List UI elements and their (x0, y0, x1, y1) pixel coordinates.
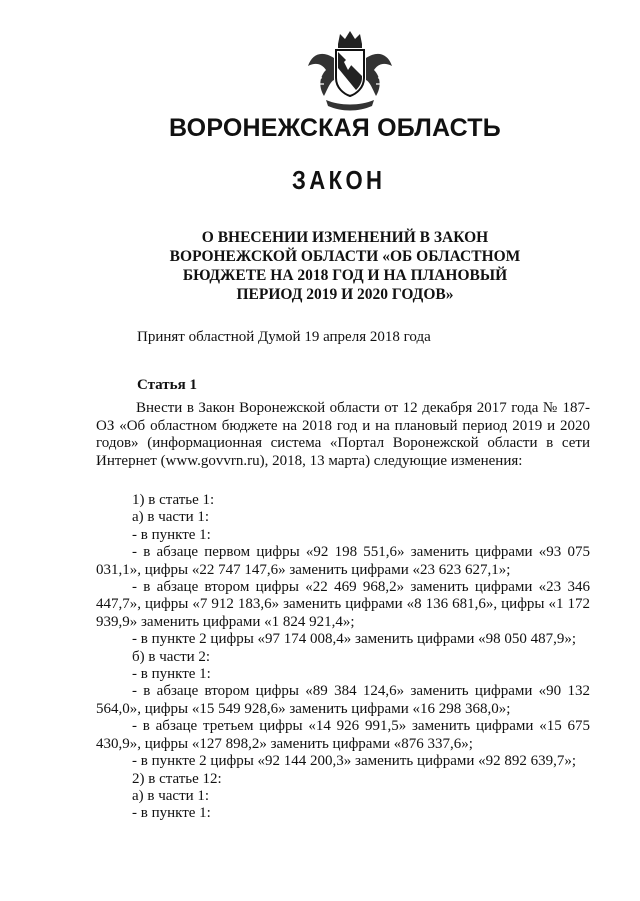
amendment-item: б) в части 2: (132, 648, 211, 665)
region-heading: ВОРОНЕЖСКАЯ ОБЛАСТЬ (169, 114, 501, 142)
adoption-date: Принят областной Думой 19 апреля 2018 года (137, 329, 431, 345)
amendment-item: - в пункте 1: (132, 666, 211, 683)
law-title-line: БЮДЖЕТЕ НА 2018 ГОД И НА ПЛАНОВЫЙ (182, 267, 508, 284)
article-intro (96, 400, 590, 470)
law-heading: ЗАКОН (291, 165, 386, 195)
amendment-item: а) в части 1: (132, 787, 210, 804)
amendment-item: - в абзаце третьем цифры «14 926 991,5» заменить цифрами «15 675 430,9», цифры «127 898,2» заменить цифрами «876 337,6»; (96, 718, 590, 752)
law-title-line: ПЕРИОД 2019 И 2020 ГОДОВ» (236, 286, 454, 303)
amendment-item: - в пункте 2 цифры «92 144 200,3» заменить цифрами «92 892 639,7»; (132, 753, 577, 770)
law-title-line: О ВНЕСЕНИИ ИЗМЕНЕНИЙ В ЗАКОН (201, 229, 489, 246)
amendment-list (96, 492, 590, 823)
article-intro-text: Внести в Закон Воронежской области от 12 декабря 2017 года № 187-ОЗ «Об областном бюджете на 2018 год и на плановый период 2019 и 2020 годов» (информационная система «Портал Воронежской области в сети Интернет (www.govvrn.ru), 2018, 13 марта) следующие изменения: (96, 400, 590, 469)
amendment-item: - в абзаце втором цифры «89 384 124,6» заменить цифрами «90 132 564,0», цифры «15 549 928,6» заменить цифрами «16 298 368,0»; (96, 683, 590, 717)
amendment-item: 1) в статье 1: (132, 492, 215, 508)
law-title-line: ВОРОНЕЖСКОЙ ОБЛАСТИ «ОБ ОБЛАСТНОМ (169, 248, 521, 265)
amendment-item: - в пункте 1: (132, 526, 211, 543)
law-title (150, 228, 540, 304)
article-heading: Статья 1 (137, 377, 197, 393)
coat-of-arms-icon (300, 26, 400, 116)
amendment-item: - в пункте 2 цифры «97 174 008,4» заменить цифрами «98 050 487,9»; (132, 631, 577, 648)
amendment-item: а) в части 1: (132, 509, 210, 526)
amendment-item: - в абзаце первом цифры «92 198 551,6» заменить цифрами «93 075 031,1», цифры «22 747 147,6» заменить цифрами «23 623 627,1»; (96, 544, 590, 578)
amendment-item: 2) в статье 12: (132, 770, 222, 787)
amendment-item: - в пункте 1: (132, 805, 211, 822)
amendment-item: - в абзаце втором цифры «22 469 968,2» заменить цифрами «23 346 447,7», цифры «7 912 183,6» заменить цифрами «8 136 681,6», цифры «1 172 939,9» заменить цифрами «1 824 921,4»; (96, 579, 590, 630)
